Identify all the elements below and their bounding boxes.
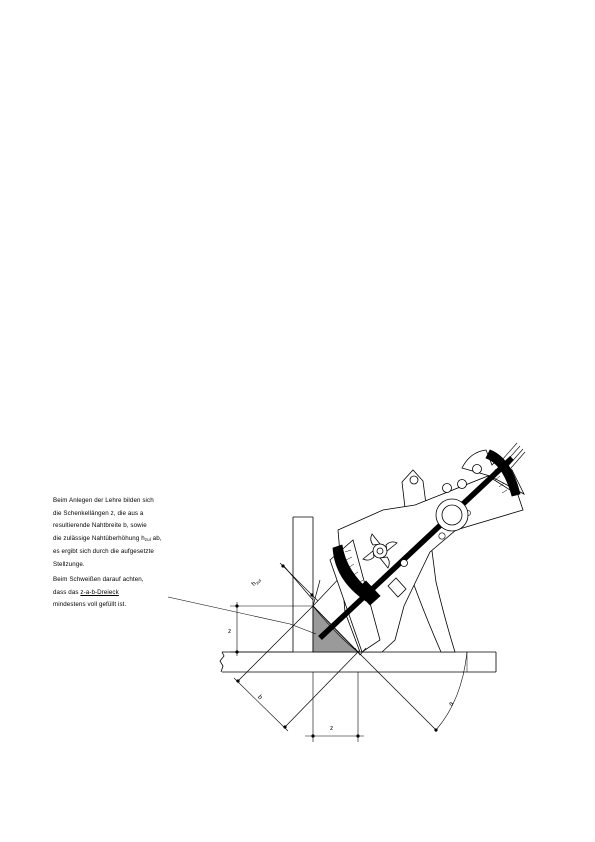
dimension-hzul: [280, 563, 318, 601]
label-h: h: [250, 580, 258, 588]
caption-line: die Schenkellängen z, die aus a: [53, 509, 144, 517]
caption-leader-line: [168, 597, 316, 634]
caption-text: die zulässige Nahtüberhöhung h: [53, 534, 145, 542]
caption-line: Stellzunge.: [53, 560, 85, 568]
caption-line: mindestens voll gefüllt ist.: [53, 601, 127, 609]
caption-subscript: zul: [144, 536, 151, 542]
gauge-big-hole: [442, 505, 462, 525]
caption-text: ab,: [150, 534, 162, 542]
gauge-hole: [443, 484, 452, 493]
label-z-vertical: z: [228, 628, 232, 635]
triangle-term: z-a-b-Dreieck: [80, 588, 119, 596]
dimension-angle-a: [435, 652, 467, 731]
caption-line: Beim Schweißen darauf achten,: [53, 576, 144, 583]
gauge-hole: [458, 480, 467, 489]
label-z-horizontal: z: [330, 725, 334, 732]
gauge-hole: [473, 465, 482, 474]
label-a: a: [447, 700, 456, 708]
label-b: b: [256, 693, 264, 702]
slider-hole: [439, 533, 445, 539]
label-h-subscript: zul: [254, 577, 263, 586]
dimension-z-horizontal: [305, 672, 364, 742]
gauge-body: [320, 443, 525, 655]
caption-line: resultierende Nahtbreite b, sowie: [53, 522, 147, 530]
label-h-zul: [250, 576, 262, 588]
caption-text: dass das: [53, 588, 81, 596]
caption-line: es ergibt sich durch die aufgesetzte: [53, 548, 154, 556]
dimension-b: [234, 678, 288, 731]
caption-line: Beim Anlegen der Lehre bilden sich: [53, 497, 154, 504]
base-plate: [220, 652, 496, 672]
gauge-hole: [401, 560, 408, 567]
